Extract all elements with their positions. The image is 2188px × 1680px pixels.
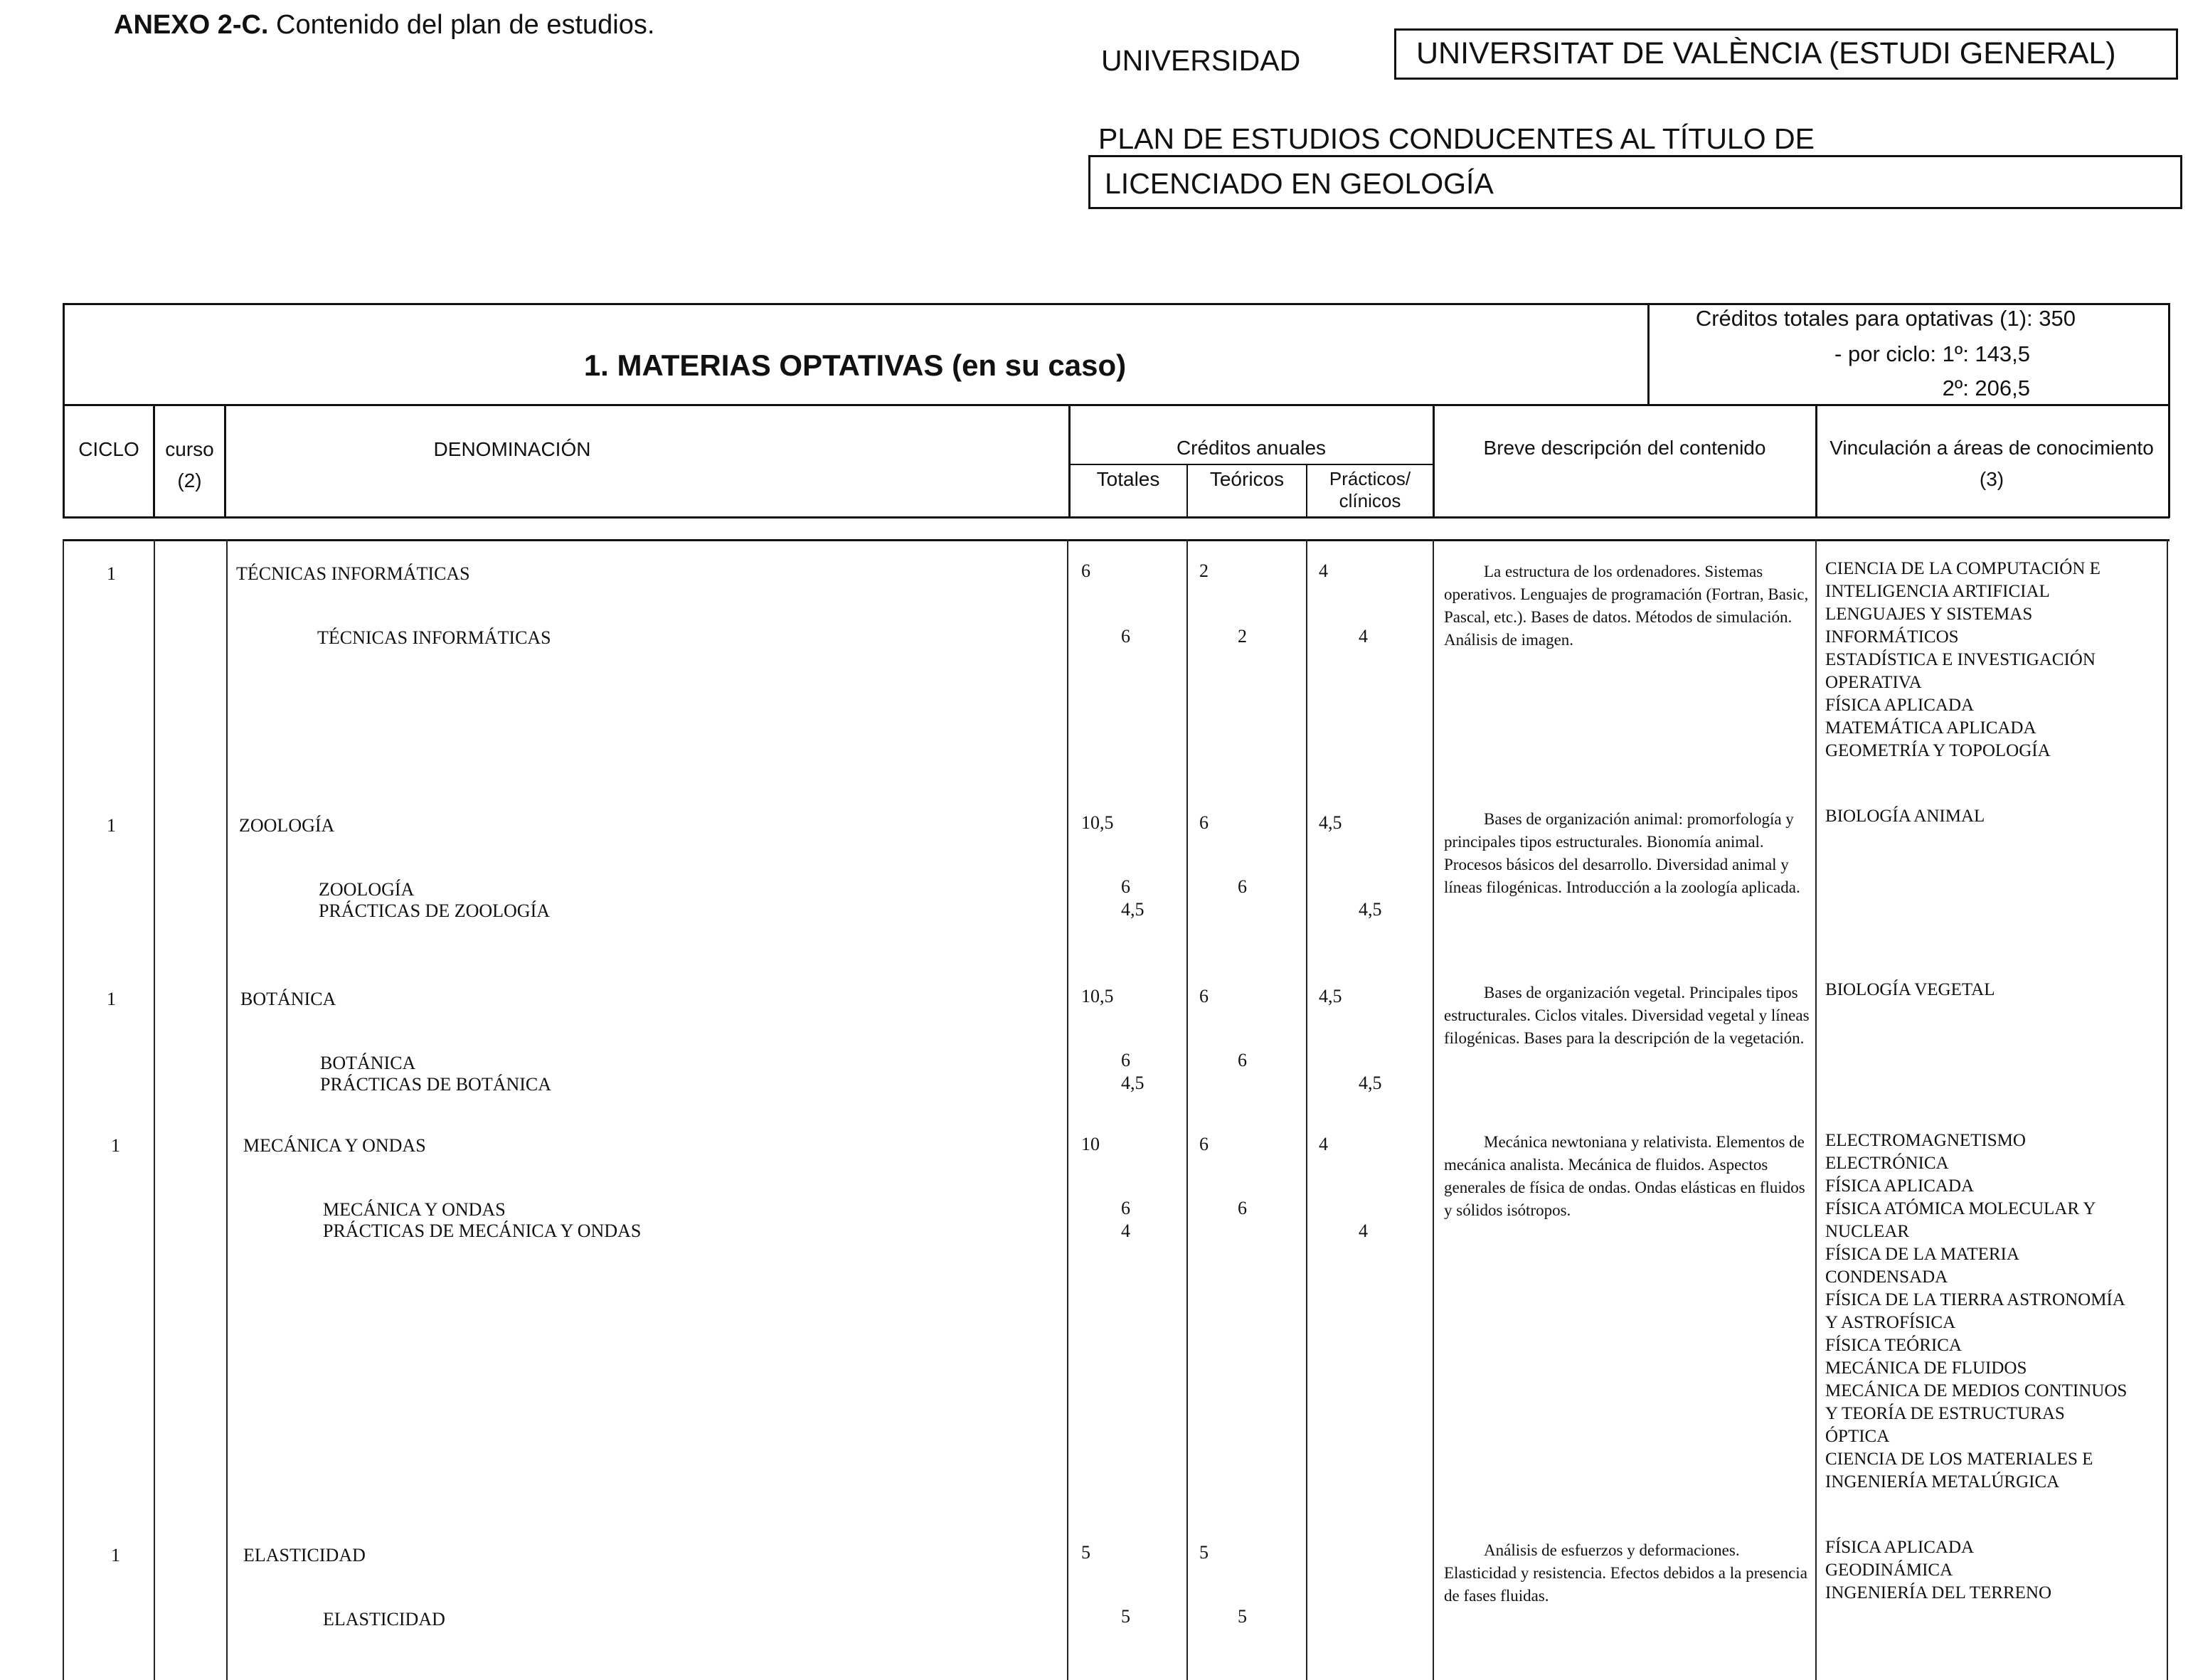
subject-areas: FÍSICA APLICADA GEODINÁMICA INGENIERÍA DEL TERRENO (1825, 1538, 2052, 1602)
subject-name: ELASTICIDAD (243, 1545, 366, 1565)
university-label: UNIVERSIDAD (1101, 44, 1301, 77)
sub-practicos: 4 (1359, 1221, 1368, 1241)
university-name-box: UNIVERSITAT DE VALÈNCIA (ESTUDI GENERAL) (1394, 28, 2178, 80)
subject-teoricos: 2 (1199, 560, 1209, 581)
sub-teoricos: 5 (1238, 1606, 1247, 1627)
row-ciclo: 1 (107, 989, 116, 1009)
col-practicos: Prácticos/ clínicos (1329, 468, 1411, 511)
credits-cycle-2: 2º: 206,5 (1942, 376, 2030, 400)
col-teoricos: Teóricos (1209, 468, 1285, 490)
col-totales: Totales (1096, 468, 1160, 490)
sub-subject-name: ZOOLOGÍA (319, 879, 415, 900)
sub-totales: 6 (1121, 1050, 1130, 1070)
subject-totales: 6 (1081, 560, 1090, 581)
col-vinculacion-note: (3) (1979, 468, 2004, 490)
subject-practicos: 4,5 (1319, 986, 1342, 1006)
sub-subject-name: BOTÁNICA (320, 1053, 416, 1073)
sub-subject-name: PRÁCTICAS DE MECÁNICA Y ONDAS (323, 1221, 642, 1241)
subject-practicos: 4 (1319, 1134, 1328, 1154)
annex-heading (114, 10, 654, 41)
subject-name: MECÁNICA Y ONDAS (243, 1135, 426, 1156)
annex-label: ANEXO 2-C. (114, 10, 269, 40)
sub-subject-name: TÉCNICAS INFORMÁTICAS (317, 627, 551, 648)
subject-teoricos: 6 (1199, 986, 1209, 1006)
sub-practicos: 4 (1359, 626, 1368, 647)
subject-teoricos: 5 (1199, 1542, 1209, 1563)
subject-description: Bases de organización vegetal. Principales tipos estructurales. Ciclos vitales. Diversidad vegetal y líneas filogénicas. Bases para la descripción de la vegetación. (1444, 984, 1810, 1047)
col-vinculacion: Vinculación a áreas de conocimiento (1829, 437, 2154, 459)
subject-name: ZOOLOGÍA (239, 815, 335, 836)
plan-label: PLAN DE ESTUDIOS CONDUCENTES AL TÍTULO DE (1098, 122, 1815, 155)
sub-subject-name: PRÁCTICAS DE BOTÁNICA (320, 1074, 552, 1095)
sub-totales: 6 (1121, 626, 1130, 647)
col-descripcion: Breve descripción del contenido (1483, 437, 1766, 459)
subject-teoricos: 6 (1199, 812, 1209, 833)
subject-totales: 10 (1081, 1134, 1100, 1154)
subject-practicos: 4 (1319, 560, 1328, 581)
subject-totales: 10,5 (1081, 812, 1114, 833)
row-ciclo: 1 (111, 1135, 120, 1156)
row-ciclo: 1 (107, 815, 116, 836)
sub-subject-name: ELASTICIDAD (323, 1609, 445, 1630)
table-title: 1. MATERIAS OPTATIVAS (en su caso) (583, 349, 1127, 382)
subject-totales: 5 (1081, 1542, 1090, 1563)
subject-practicos: 4,5 (1319, 812, 1342, 833)
sub-teoricos: 6 (1238, 876, 1247, 897)
annex-text: Contenido del plan de estudios. (268, 10, 655, 40)
subject-description: La estructura de los ordenadores. Sistemas operativos. Lenguajes de programación (Fortran, Basic, Pascal, etc.). Bases de datos. Métodos de simulación. Análisis de imagen. (1444, 563, 1809, 649)
sub-totales: 4,5 (1121, 899, 1145, 920)
col-curso: curso (165, 438, 214, 460)
sub-teoricos: 6 (1238, 1198, 1247, 1218)
degree-box: LICENCIADO EN GEOLOGÍA (1088, 155, 2182, 209)
col-denominacion: DENOMINACIÓN (433, 438, 591, 460)
credits-total: Créditos totales para optativas (1): 350 (1695, 306, 2076, 331)
col-curso-note: (2) (177, 469, 202, 491)
sub-totales: 4 (1121, 1221, 1130, 1241)
subject-teoricos: 6 (1199, 1134, 1209, 1154)
subject-areas: BIOLOGÍA ANIMAL (1825, 807, 1985, 826)
sub-practicos: 4,5 (1359, 899, 1382, 920)
sub-totales: 5 (1121, 1606, 1130, 1627)
col-creditos-anuales: Créditos anuales (1176, 437, 1327, 459)
sub-teoricos: 2 (1238, 626, 1247, 647)
subject-description: Bases de organización animal: promorfología y principales tipos estructurales. Bionomía animal. Procesos básicos del desarrollo. Diversidad animal y líneas filogénicas. Introducción a la zoología aplicada. (1444, 810, 1800, 896)
subject-areas: ELECTROMAGNETISMO ELECTRÓNICA FÍSICA APLICADA FÍSICA ATÓMICA MOLECULAR Y NUCLEAR FÍSICA DE LA MATERIA CONDENSADA FÍSICA DE LA TIERRA ASTRONOMÍA Y ASTROFÍSICA FÍSICA TEÓRICA MECÁNICA DE FLUIDOS MECÁNICA DE MEDIOS CONTINUOS Y TEORÍA DE ESTRUCTURAS ÓPTICA CIENCIA DE LOS MATERIALES E INGENIERÍA METALÚRGICA (1825, 1131, 2128, 1492)
sub-totales: 4,5 (1121, 1073, 1145, 1093)
sub-practicos: 4,5 (1359, 1073, 1382, 1093)
row-ciclo: 1 (107, 563, 116, 584)
subject-name: BOTÁNICA (240, 989, 336, 1009)
subject-areas: BIOLOGÍA VEGETAL (1825, 980, 1995, 999)
sub-totales: 6 (1121, 876, 1130, 897)
credits-cycle-1: - por ciclo: 1º: 143,5 (1834, 341, 2030, 366)
sub-subject-name: MECÁNICA Y ONDAS (323, 1199, 506, 1220)
row-ciclo: 1 (111, 1545, 120, 1565)
subject-areas: CIENCIA DE LA COMPUTACIÓN E INTELIGENCIA ARTIFICIAL LENGUAJES Y SISTEMAS INFORMÁTICOS ESTADÍSTICA E INVESTIGACIÓN OPERATIVA FÍSICA APLICADA MATEMÁTICA APLICADA GEOMETRÍA Y TOPOLOGÍA (1825, 559, 2101, 760)
subject-name: TÉCNICAS INFORMÁTICAS (236, 563, 470, 584)
subject-description: Mecánica newtoniana y relativista. Elementos de mecánica analista. Mecánica de fluidos. Aspectos generales de física de ondas. Ondas elásticas en fluidos y sólidos isótropos. (1444, 1133, 1805, 1219)
sub-totales: 6 (1121, 1198, 1130, 1218)
subject-totales: 10,5 (1081, 986, 1114, 1006)
sub-subject-name: PRÁCTICAS DE ZOOLOGÍA (319, 900, 550, 921)
sub-teoricos: 6 (1238, 1050, 1247, 1070)
col-ciclo: CICLO (78, 438, 139, 460)
subject-description: Análisis de esfuerzos y deformaciones. Elasticidad y resistencia. Efectos debidos a la presencia de fases fluidas. (1444, 1541, 1807, 1605)
